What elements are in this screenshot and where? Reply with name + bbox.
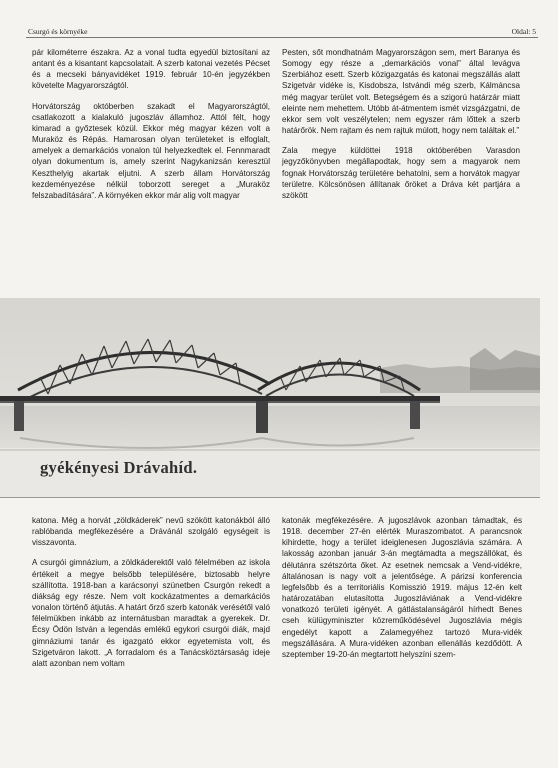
paragraph: A csurgói gimnázium, a zöldkáderektől való félelmében az iskola értékeit a megye belsőbb településére, biztosabb helyre szállította. 1918-ban a karácsonyi szünetben Csurgón rekedt a diákság egy része. Nem volt kockázatmentes a demarkációs vonalon történő átjutás. A határt őrző szerb katonák verésétől való félelmükben inkább az internátusban maradtak a gyerekek. Dr. Écsy Ödön István a legendás emlékű egykori csurgói diák, majd gimnáziumi tanár és igazgató ekkor egyetemista volt, és Szigetváron lakott. „A forradalom és a Tanácsköztársaság ideje alatt azonban nem voltam: [32, 558, 270, 668]
paragraph: Horvátország októberben szakadt el Magyarországtól, csatlakozott a kialakuló jugoszláv államhoz. Attól félt, hogy kimarad a győztesek közül. Ekkor még magyar kézen volt a Muraköz és Répás. Hamarosan olyan területeket is elfoglalt, amelyek a demarkációs vonalon túl helyezkedtek el. Fennmaradt olyan dokumentum is, amely szerint Nagykanizsán keresztül Keszthelyig akartak eljutni. A szerb állam Horvátország kezdeményezése nélkül toborzott sereget a „Muraköz felszabadítására”. A környéken ekkor már alig volt magyar: [32, 101, 270, 200]
header-divider: [26, 37, 538, 38]
text-column-bottom-right: [282, 515, 522, 669]
running-header-title: Csurgó és környéke: [28, 27, 88, 36]
paragraph: Pesten, sőt mondhatnám Magyarországon sem, mert Baranya és Somogy egy része a „demarkációs vonal” által levágva Szerbiához esett. Szerb közigazgatás és katonai megszállás alatt Szigetvár vidéke is, Kisdobsza, Istvándi még szerb, Kálmáncsa még magyar terület volt. Betegségem és a szigorú határzár miatt eleinte nem mehettem. Utóbb át-átmentem ismét vizsgázgatni, de ekkor sem volt veszélytelen; nem egyszer rám lőttek a szerb határőrök. Nem rajtam és nem rajtuk múlott, hogy nem találtak el.”: [282, 48, 520, 136]
paragraph: katonák megfékezésére. A jugoszlávok azonban támadtak, és 1918. december 27-én elérték Muraszombatot. A parancsnok kihirdette, hogy a terület ideiglenesen Jugoszlávia számára. A lakosság azonban január 3-án megtámadta a megszállókat, és délutánra szétszórta őket. Az esetnek nemcsak a Vend-vidékre, általánosan is nagy volt a jelentősége. A párizsi konferencia legfelsőbb és a territoriális Komisszió 1919. május 12-én kelt határozatában elutasította Jugoszláviának a Vend-vidékre vonatkozó területi igényét. A gátlástalanságáról hírhedt Benes cseh külügyminiszter közreműködésével Jugoszlávia mégis engedélyt kapott a Zalamegyéhez tartozó Mura-vidék megszállására. A Mura-vidéken azonban ellenállás kezdődött. A szeptember 19-20-án megtartott helyszíni szem-: [282, 516, 522, 659]
figure-bottom-rule: [0, 497, 540, 498]
page-number: Oldal: 5: [511, 27, 536, 36]
paragraph: Zala megye küldöttei 1918 októberében Varasdon jegyzőkönyvben megállapodtak, hogy sem a magyarok nem fognak Horvátország területére behatolni, sem a horvátok magyar területre. Kölcsönösen állítanak őröket a Dráva két partjára a szökött: [282, 146, 520, 200]
paragraph: pár kilométerre északra. Az a vonal tudta egyedül biztosítani az antant és a kisantant kapcsolatait. A szerb katonai vezetés Pécset és a mecseki bányavidéket 1919. február 10-én jegyzékben követelte Magyarországtól.: [32, 48, 270, 91]
text-column-bottom-left: [32, 515, 270, 678]
photo-caption: gyékényesi Drávahíd.: [40, 458, 198, 477]
paragraph: katona. Még a horvát „zöldkáderek” nevű szökött katonákból álló rablóbanda megfékezésére a Drávánál szolgáló egységeit is visszavonta.: [32, 516, 270, 548]
text-column-top-right: [282, 47, 520, 210]
text-column-top-left: [32, 47, 270, 210]
